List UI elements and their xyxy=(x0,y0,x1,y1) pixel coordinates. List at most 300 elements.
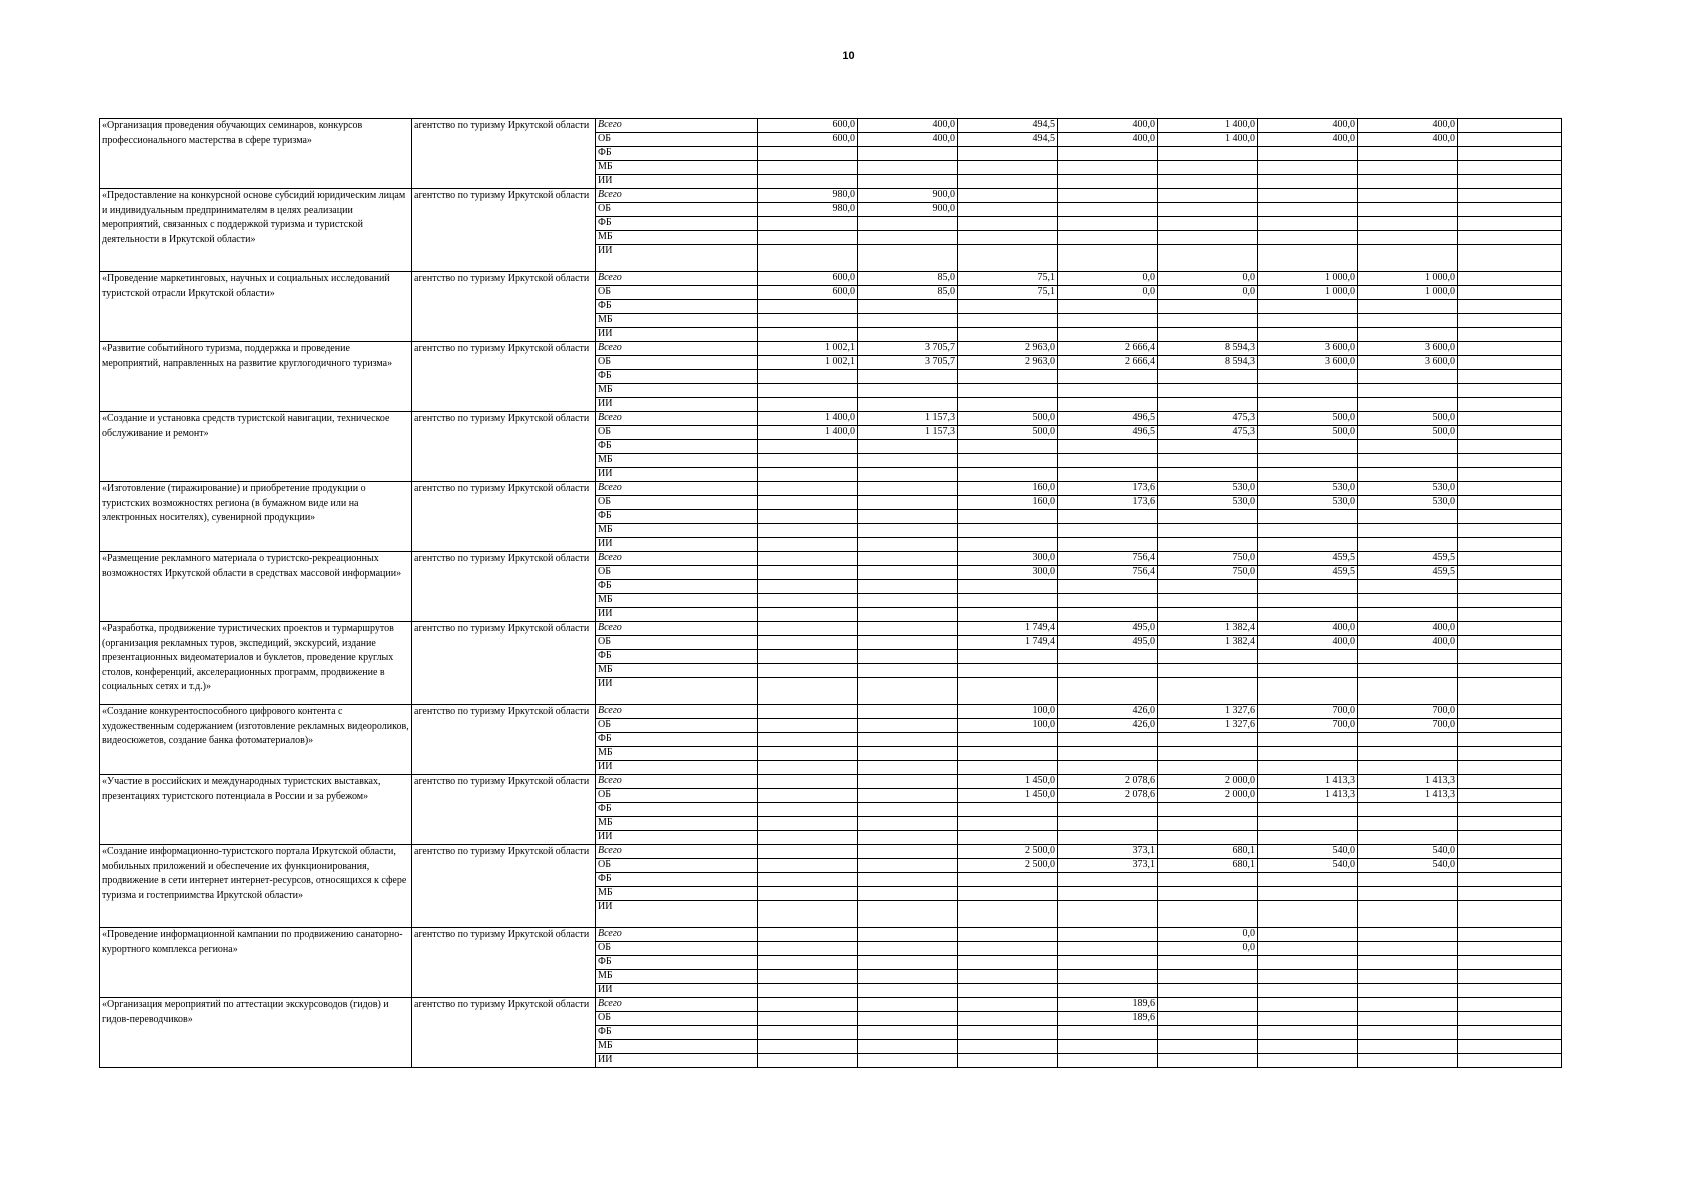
value-cell: 980,0 xyxy=(758,203,858,217)
value-cell xyxy=(758,901,858,928)
value-cell xyxy=(758,998,858,1012)
empty-cell xyxy=(1458,650,1562,664)
value-cell xyxy=(1258,678,1358,705)
value-cell: 2 963,0 xyxy=(958,356,1058,370)
value-cell xyxy=(1158,678,1258,705)
value-cell: 400,0 xyxy=(1258,622,1358,636)
value-cell xyxy=(1258,510,1358,524)
value-cell xyxy=(958,1040,1058,1054)
value-cell xyxy=(1158,538,1258,552)
value-cell xyxy=(758,956,858,970)
value-cell xyxy=(758,1012,858,1026)
empty-cell xyxy=(1458,831,1562,845)
value-cell xyxy=(1158,1054,1258,1068)
value-cell xyxy=(958,831,1058,845)
funding-source-label: ОБ xyxy=(596,719,758,733)
empty-cell xyxy=(1458,901,1562,928)
value-cell xyxy=(1058,887,1158,901)
value-cell: 2 666,4 xyxy=(1058,356,1158,370)
empty-cell xyxy=(1458,817,1562,831)
value-cell xyxy=(1258,231,1358,245)
empty-cell xyxy=(1458,580,1562,594)
value-cell xyxy=(758,622,858,636)
value-cell: 3 600,0 xyxy=(1358,356,1458,370)
value-cell xyxy=(1358,398,1458,412)
value-cell xyxy=(858,817,958,831)
table-row xyxy=(100,272,1562,286)
value-cell xyxy=(1158,1026,1258,1040)
value-cell: 400,0 xyxy=(858,119,958,133)
value-cell xyxy=(1158,328,1258,342)
empty-cell xyxy=(1458,454,1562,468)
funding-source-label: МБ xyxy=(596,231,758,245)
activity-name: «Организация проведения обучающих семинаров, конкурсов профессионального мастерства в сфере туризма» xyxy=(100,119,412,189)
value-cell xyxy=(958,328,1058,342)
value-cell xyxy=(1358,510,1458,524)
empty-cell xyxy=(1458,636,1562,650)
empty-cell xyxy=(1458,747,1562,761)
empty-cell xyxy=(1458,859,1562,873)
value-cell xyxy=(1158,998,1258,1012)
value-cell xyxy=(1258,314,1358,328)
value-cell xyxy=(958,956,1058,970)
value-cell xyxy=(1258,175,1358,189)
value-cell xyxy=(858,1012,958,1026)
value-cell: 400,0 xyxy=(1358,622,1458,636)
value-cell xyxy=(958,1012,1058,1026)
funding-source-label: ФБ xyxy=(596,300,758,314)
value-cell xyxy=(858,831,958,845)
value-cell: 3 600,0 xyxy=(1358,342,1458,356)
empty-cell xyxy=(1458,803,1562,817)
value-cell: 2 500,0 xyxy=(958,845,1058,859)
value-cell xyxy=(1058,873,1158,887)
value-cell: 475,3 xyxy=(1158,426,1258,440)
table-row xyxy=(100,928,1562,942)
value-cell xyxy=(958,873,1058,887)
value-cell xyxy=(858,887,958,901)
funding-source-label: Всего xyxy=(596,412,758,426)
value-cell: 540,0 xyxy=(1258,859,1358,873)
value-cell xyxy=(1058,761,1158,775)
empty-cell xyxy=(1458,622,1562,636)
funding-source-label: ИИ xyxy=(596,901,758,928)
value-cell: 400,0 xyxy=(858,133,958,147)
value-cell: 495,0 xyxy=(1058,636,1158,650)
value-cell xyxy=(1358,650,1458,664)
value-cell: 500,0 xyxy=(1258,412,1358,426)
funding-source-label: Всего xyxy=(596,552,758,566)
empty-cell xyxy=(1458,705,1562,719)
executor-cell: агентство по туризму Иркутской области xyxy=(412,482,596,552)
value-cell xyxy=(758,664,858,678)
empty-cell xyxy=(1458,175,1562,189)
value-cell xyxy=(858,524,958,538)
value-cell: 3 600,0 xyxy=(1258,356,1358,370)
value-cell: 300,0 xyxy=(958,566,1058,580)
value-cell xyxy=(758,217,858,231)
executor-cell: агентство по туризму Иркутской области xyxy=(412,998,596,1068)
value-cell: 0,0 xyxy=(1058,286,1158,300)
value-cell xyxy=(958,538,1058,552)
value-cell xyxy=(1158,747,1258,761)
value-cell xyxy=(758,942,858,956)
value-cell: 0,0 xyxy=(1158,272,1258,286)
value-cell xyxy=(758,370,858,384)
value-cell xyxy=(858,956,958,970)
value-cell: 3 600,0 xyxy=(1258,342,1358,356)
funding-source-label: ИИ xyxy=(596,468,758,482)
funding-source-label: ФБ xyxy=(596,956,758,970)
value-cell: 750,0 xyxy=(1158,552,1258,566)
value-cell xyxy=(758,552,858,566)
value-cell xyxy=(1358,468,1458,482)
empty-cell xyxy=(1458,552,1562,566)
value-cell: 0,0 xyxy=(1158,928,1258,942)
funding-source-label: МБ xyxy=(596,384,758,398)
value-cell xyxy=(1158,189,1258,203)
empty-cell xyxy=(1458,286,1562,300)
value-cell xyxy=(958,161,1058,175)
value-cell xyxy=(1358,817,1458,831)
value-cell: 1 400,0 xyxy=(758,412,858,426)
value-cell xyxy=(858,328,958,342)
value-cell xyxy=(1158,831,1258,845)
value-cell xyxy=(1058,831,1158,845)
value-cell xyxy=(1258,803,1358,817)
value-cell xyxy=(758,538,858,552)
value-cell: 373,1 xyxy=(1058,859,1158,873)
value-cell xyxy=(758,440,858,454)
table-row xyxy=(100,622,1562,636)
value-cell xyxy=(858,175,958,189)
funding-source-label: Всего xyxy=(596,119,758,133)
funding-source-label: Всего xyxy=(596,189,758,203)
value-cell xyxy=(1358,761,1458,775)
value-cell xyxy=(758,161,858,175)
value-cell xyxy=(1058,161,1158,175)
funding-source-label: ИИ xyxy=(596,245,758,272)
value-cell: 600,0 xyxy=(758,133,858,147)
value-cell xyxy=(758,636,858,650)
value-cell: 1 157,3 xyxy=(858,426,958,440)
value-cell xyxy=(1158,203,1258,217)
value-cell xyxy=(958,440,1058,454)
activity-name: «Разработка, продвижение туристических проектов и турмаршрутов (организация рекламных туров, экспедиций, экскурсий, издание презентационных видеоматериалов и буклетов, проведение круглых столов, конференций, акселерационных программ, продвижение в социальных сетях и т.д.)» xyxy=(100,622,412,705)
value-cell xyxy=(1258,594,1358,608)
value-cell xyxy=(1258,1040,1358,1054)
value-cell xyxy=(1258,1012,1358,1026)
value-cell: 100,0 xyxy=(958,719,1058,733)
value-cell xyxy=(1358,370,1458,384)
executor-cell: агентство по туризму Иркутской области xyxy=(412,412,596,482)
value-cell: 459,5 xyxy=(1258,552,1358,566)
value-cell: 475,3 xyxy=(1158,412,1258,426)
value-cell xyxy=(858,608,958,622)
value-cell xyxy=(958,928,1058,942)
value-cell: 1 400,0 xyxy=(1158,119,1258,133)
value-cell xyxy=(1258,1054,1358,1068)
value-cell xyxy=(1258,328,1358,342)
value-cell xyxy=(958,970,1058,984)
value-cell xyxy=(858,970,958,984)
funding-source-label: ФБ xyxy=(596,580,758,594)
activity-name: «Создание конкурентоспособного цифрового контента с художественным содержанием (изготовление рекламных видеороликов, видеосюжетов, создание банка фотоматериалов)» xyxy=(100,705,412,775)
value-cell: 173,6 xyxy=(1058,496,1158,510)
value-cell xyxy=(958,245,1058,272)
value-cell: 2 078,6 xyxy=(1058,789,1158,803)
executor-cell: агентство по туризму Иркутской области xyxy=(412,552,596,622)
value-cell xyxy=(1058,650,1158,664)
value-cell: 1 450,0 xyxy=(958,775,1058,789)
value-cell xyxy=(1358,440,1458,454)
value-cell xyxy=(758,328,858,342)
value-cell xyxy=(858,482,958,496)
value-cell xyxy=(758,831,858,845)
value-cell xyxy=(858,552,958,566)
value-cell: 1 157,3 xyxy=(858,412,958,426)
table-row xyxy=(100,189,1562,203)
value-cell xyxy=(958,217,1058,231)
value-cell xyxy=(758,1026,858,1040)
funding-source-label: ФБ xyxy=(596,510,758,524)
activity-name: «Проведение маркетинговых, научных и социальных исследований туристской отрасли Иркутской области» xyxy=(100,272,412,342)
value-cell xyxy=(858,580,958,594)
executor-cell: агентство по туризму Иркутской области xyxy=(412,119,596,189)
empty-cell xyxy=(1458,426,1562,440)
value-cell: 500,0 xyxy=(1258,426,1358,440)
value-cell: 100,0 xyxy=(958,705,1058,719)
value-cell xyxy=(1158,817,1258,831)
value-cell xyxy=(758,384,858,398)
funding-source-label: ОБ xyxy=(596,1012,758,1026)
funding-source-label: ИИ xyxy=(596,1054,758,1068)
executor-cell: агентство по туризму Иркутской области xyxy=(412,622,596,705)
value-cell xyxy=(1258,398,1358,412)
value-cell xyxy=(1358,538,1458,552)
value-cell: 400,0 xyxy=(1358,119,1458,133)
value-cell xyxy=(758,845,858,859)
value-cell xyxy=(858,147,958,161)
value-cell xyxy=(958,398,1058,412)
value-cell: 400,0 xyxy=(1258,133,1358,147)
value-cell: 400,0 xyxy=(1358,636,1458,650)
empty-cell xyxy=(1458,970,1562,984)
value-cell xyxy=(1158,956,1258,970)
value-cell: 1 413,3 xyxy=(1258,789,1358,803)
activity-name: «Участие в российских и международных туристских выставках, презентациях туристского потенциала в России и за рубежом» xyxy=(100,775,412,845)
value-cell: 459,5 xyxy=(1358,552,1458,566)
value-cell xyxy=(1058,370,1158,384)
value-cell xyxy=(1058,175,1158,189)
value-cell xyxy=(1258,440,1358,454)
value-cell: 600,0 xyxy=(758,272,858,286)
funding-source-label: ФБ xyxy=(596,733,758,747)
table-body xyxy=(100,119,1562,1068)
value-cell xyxy=(1358,189,1458,203)
empty-cell xyxy=(1458,928,1562,942)
value-cell xyxy=(1158,161,1258,175)
value-cell xyxy=(1258,370,1358,384)
value-cell xyxy=(1058,1054,1158,1068)
value-cell: 1 413,3 xyxy=(1258,775,1358,789)
value-cell: 1 000,0 xyxy=(1358,286,1458,300)
funding-source-label: ОБ xyxy=(596,203,758,217)
value-cell xyxy=(1158,664,1258,678)
value-cell xyxy=(1258,608,1358,622)
value-cell xyxy=(858,314,958,328)
value-cell xyxy=(858,384,958,398)
value-cell xyxy=(1158,873,1258,887)
value-cell xyxy=(1158,901,1258,928)
value-cell xyxy=(958,510,1058,524)
value-cell xyxy=(958,524,1058,538)
value-cell xyxy=(858,594,958,608)
value-cell xyxy=(1158,970,1258,984)
value-cell xyxy=(1158,454,1258,468)
value-cell xyxy=(858,1026,958,1040)
value-cell xyxy=(1158,147,1258,161)
value-cell: 85,0 xyxy=(858,286,958,300)
empty-cell xyxy=(1458,524,1562,538)
value-cell xyxy=(1358,942,1458,956)
empty-cell xyxy=(1458,538,1562,552)
empty-cell xyxy=(1458,245,1562,272)
empty-cell xyxy=(1458,203,1562,217)
value-cell xyxy=(1158,608,1258,622)
value-cell xyxy=(1258,873,1358,887)
empty-cell xyxy=(1458,775,1562,789)
value-cell xyxy=(1058,1040,1158,1054)
value-cell xyxy=(758,147,858,161)
value-cell: 700,0 xyxy=(1258,719,1358,733)
value-cell xyxy=(1158,398,1258,412)
value-cell xyxy=(1058,956,1158,970)
value-cell: 700,0 xyxy=(1358,719,1458,733)
value-cell: 530,0 xyxy=(1358,482,1458,496)
funding-source-label: ИИ xyxy=(596,761,758,775)
value-cell xyxy=(1358,887,1458,901)
value-cell xyxy=(858,217,958,231)
value-cell xyxy=(1358,608,1458,622)
empty-cell xyxy=(1458,845,1562,859)
value-cell xyxy=(1058,189,1158,203)
value-cell: 0,0 xyxy=(1158,286,1258,300)
funding-source-label: ОБ xyxy=(596,566,758,580)
value-cell: 75,1 xyxy=(958,286,1058,300)
activity-name: «Размещение рекламного материала о туристско-рекреационных возможностях Иркутской области в средствах массовой информации» xyxy=(100,552,412,622)
value-cell xyxy=(858,789,958,803)
value-cell xyxy=(858,998,958,1012)
value-cell xyxy=(958,650,1058,664)
empty-cell xyxy=(1458,608,1562,622)
value-cell xyxy=(1358,747,1458,761)
value-cell xyxy=(1258,189,1358,203)
value-cell: 1 000,0 xyxy=(1258,286,1358,300)
funding-source-label: ОБ xyxy=(596,356,758,370)
funding-source-label: ОБ xyxy=(596,496,758,510)
activity-name: «Развитие событийного туризма, поддержка и проведение мероприятий, направленных на развитие круглогодичного туризма» xyxy=(100,342,412,412)
value-cell xyxy=(1258,147,1358,161)
value-cell xyxy=(858,901,958,928)
value-cell xyxy=(1258,942,1358,956)
value-cell xyxy=(958,678,1058,705)
value-cell xyxy=(958,175,1058,189)
value-cell xyxy=(1158,245,1258,272)
value-cell xyxy=(858,300,958,314)
value-cell xyxy=(858,566,958,580)
value-cell xyxy=(858,1054,958,1068)
value-cell xyxy=(958,594,1058,608)
value-cell: 400,0 xyxy=(1058,119,1158,133)
funding-source-label: ОБ xyxy=(596,789,758,803)
value-cell xyxy=(958,901,1058,928)
value-cell: 1 002,1 xyxy=(758,342,858,356)
empty-cell xyxy=(1458,510,1562,524)
value-cell: 2 500,0 xyxy=(958,859,1058,873)
value-cell: 1 000,0 xyxy=(1358,272,1458,286)
value-cell xyxy=(858,775,958,789)
value-cell xyxy=(1258,454,1358,468)
value-cell: 1 413,3 xyxy=(1358,775,1458,789)
value-cell xyxy=(958,817,1058,831)
value-cell xyxy=(1358,314,1458,328)
value-cell xyxy=(1058,203,1158,217)
value-cell xyxy=(958,608,1058,622)
value-cell xyxy=(958,468,1058,482)
value-cell: 500,0 xyxy=(958,412,1058,426)
value-cell xyxy=(858,468,958,482)
value-cell xyxy=(758,970,858,984)
value-cell: 600,0 xyxy=(758,119,858,133)
value-cell xyxy=(858,719,958,733)
value-cell xyxy=(1058,678,1158,705)
value-cell xyxy=(758,984,858,998)
empty-cell xyxy=(1458,761,1562,775)
value-cell xyxy=(758,566,858,580)
value-cell xyxy=(1358,328,1458,342)
value-cell xyxy=(1358,231,1458,245)
value-cell xyxy=(1258,580,1358,594)
value-cell: 700,0 xyxy=(1358,705,1458,719)
empty-cell xyxy=(1458,719,1562,733)
executor-cell: агентство по туризму Иркутской области xyxy=(412,775,596,845)
value-cell xyxy=(858,928,958,942)
value-cell xyxy=(1058,928,1158,942)
value-cell: 400,0 xyxy=(1258,119,1358,133)
value-cell xyxy=(1358,203,1458,217)
value-cell xyxy=(1058,1026,1158,1040)
value-cell xyxy=(758,733,858,747)
funding-source-label: ФБ xyxy=(596,873,758,887)
value-cell xyxy=(958,887,1058,901)
value-cell: 540,0 xyxy=(1358,859,1458,873)
value-cell xyxy=(1258,956,1358,970)
empty-cell xyxy=(1458,956,1562,970)
empty-cell xyxy=(1458,984,1562,998)
value-cell xyxy=(1158,1040,1258,1054)
activity-name: «Проведение информационной кампании по продвижению санаторно-курортного комплекса региона» xyxy=(100,928,412,998)
value-cell xyxy=(858,161,958,175)
empty-cell xyxy=(1458,873,1562,887)
value-cell xyxy=(1258,887,1358,901)
value-cell xyxy=(858,622,958,636)
value-cell xyxy=(1258,203,1358,217)
value-cell xyxy=(1058,664,1158,678)
funding-source-label: МБ xyxy=(596,524,758,538)
empty-cell xyxy=(1458,789,1562,803)
value-cell xyxy=(758,803,858,817)
